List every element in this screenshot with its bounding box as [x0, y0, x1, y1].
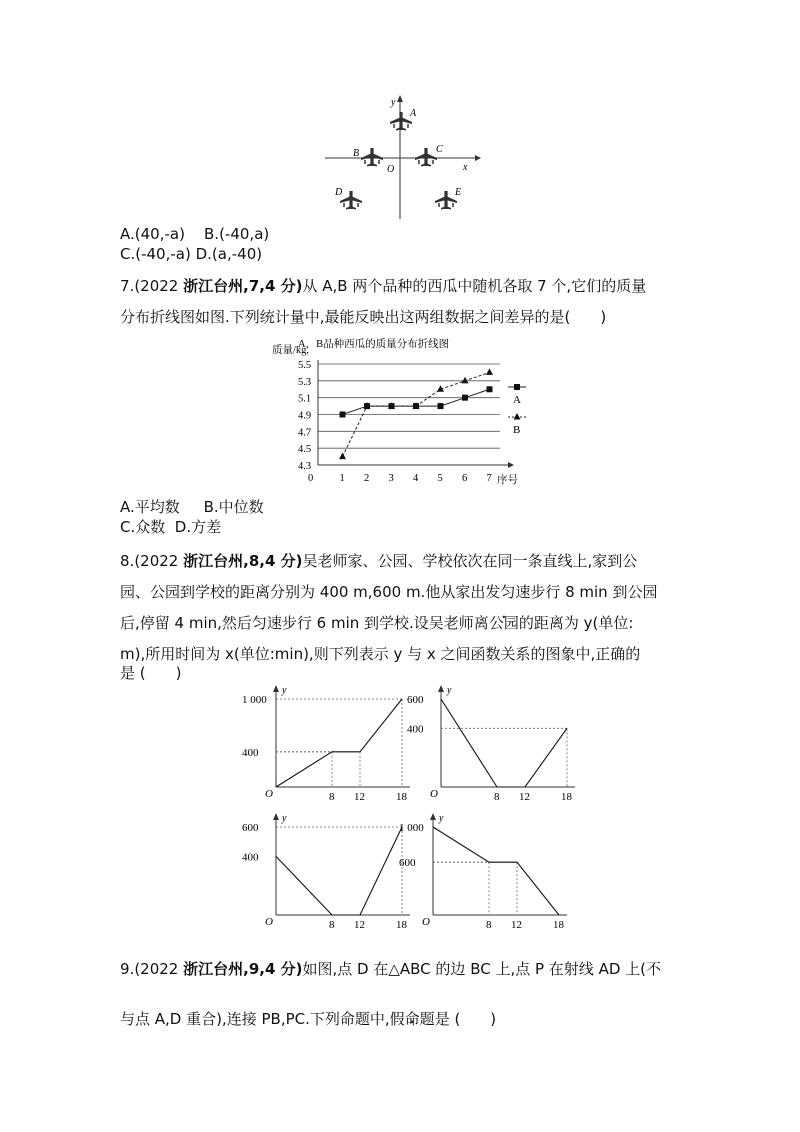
y-tick-label: 5.3 — [298, 376, 312, 388]
q9-number: 9. — [120, 960, 135, 978]
x-tick-label: 5 — [437, 473, 443, 484]
q8-line1: 吴老师家、公园、学校依次在同一条直线上,家到公 — [302, 552, 638, 570]
q9-source-tail: ,9,4 分) — [243, 960, 303, 978]
q6-options-row2 — [120, 243, 262, 265]
option-d-graph[interactable] — [397, 808, 567, 933]
y-tick-label: 4.9 — [298, 410, 312, 422]
y-axis-arrow — [438, 685, 444, 692]
y-tick-label: 600 — [407, 694, 424, 706]
x-axis-label: x — [463, 162, 468, 173]
q7-source-tail: ,7,4 分) — [243, 277, 303, 295]
series-A-point — [438, 403, 444, 409]
x-tick-label: 8 — [329, 919, 335, 931]
function-line — [276, 699, 402, 787]
x-tick-label: 8 — [329, 791, 335, 803]
q7-text-line2: 分布折线图如图.下列统计量中,最能反映出这两组数据之间差异的是( ) — [120, 308, 607, 326]
plane-c-label: C — [436, 144, 443, 155]
airplane-d-icon — [340, 191, 362, 210]
y-axis-arrow — [273, 813, 279, 820]
origin-label: O — [422, 916, 430, 928]
x-tick-label: 6 — [462, 473, 468, 484]
q6-option-b[interactable]: B.(-40,a) — [204, 225, 270, 243]
q6-options-row1 — [120, 223, 269, 245]
y-tick-label: 4.7 — [298, 427, 312, 439]
q9-line2c: 是 ( ) — [434, 1010, 497, 1028]
emphasis-park: 公园 — [488, 614, 519, 632]
origin-label: O — [265, 788, 273, 800]
x-tick-label: 12 — [519, 791, 530, 803]
x-tick-label: 18 — [561, 791, 572, 803]
q7-option-a[interactable]: A.平均数 — [120, 498, 180, 516]
x-tick-label: 12 — [354, 919, 365, 931]
plane-a-label: A — [410, 108, 417, 119]
legend-marker — [514, 384, 520, 390]
y-tick-label: 400 — [242, 851, 259, 864]
q6-option-d[interactable]: D.(a,-40) — [195, 245, 263, 263]
y-tick-label: 400 — [242, 746, 259, 759]
series-B-point — [339, 453, 346, 460]
origin-label: O — [430, 788, 438, 800]
y-axis-label: y — [282, 813, 287, 824]
y-tick-label: 400 — [407, 723, 424, 736]
airplane-e-icon — [435, 191, 457, 210]
q7-options-row1 — [120, 496, 264, 518]
q9-source-region: 浙江台州 — [183, 960, 244, 978]
q8-line3a: 后,停留 4 min,然后匀速步行 6 min 到学校.设吴老师离 — [120, 614, 489, 632]
x-tick-label: 8 — [494, 791, 500, 803]
q7-source-region: 浙江台州 — [183, 277, 244, 295]
plane-e-label: E — [455, 187, 462, 198]
q9-source: (2022 — [134, 960, 179, 978]
q8-stem — [120, 546, 700, 682]
q9-line1: 如图,点 D 在△ABC 的边 BC 上,点 P 在射线 AD 上(不 — [302, 960, 662, 978]
legend-label: B — [513, 424, 521, 436]
x-axis-label: 序号 — [497, 475, 518, 486]
series-A-point — [462, 395, 468, 401]
q9-line2a: 与点 A,D 重合),连接 PB,PC.下列命题中, — [120, 1010, 390, 1028]
q7-stem — [120, 271, 690, 333]
x-tick-label: 18 — [553, 919, 564, 931]
y-axis-arrow — [273, 685, 279, 692]
airplane-b-icon — [361, 148, 383, 167]
q7-options-row2 — [120, 516, 221, 538]
y-axis-label: y — [282, 685, 287, 696]
y-tick-label: 5.1 — [298, 393, 312, 405]
q8-line3c: 的距离为 y(单位: — [518, 614, 634, 632]
airplane-coordinate-figure — [315, 92, 490, 222]
x-tick-label: 8 — [486, 919, 492, 931]
x-tick-label: 12 — [511, 919, 522, 931]
function-line — [441, 699, 567, 787]
y-axis-label: y — [447, 685, 452, 696]
function-line — [433, 827, 559, 915]
option-b-graph[interactable] — [405, 680, 575, 805]
q6-option-c[interactable]: C.(-40,-a) — [120, 245, 191, 263]
legend-label: A — [513, 394, 521, 406]
origin-label: O — [387, 164, 395, 175]
airplane-a-icon — [390, 112, 412, 131]
x-tick-label: 2 — [364, 473, 370, 484]
x-tick-label: 4 — [413, 473, 419, 484]
x-tick-label: 18 — [396, 919, 407, 931]
origin-label: O — [265, 916, 273, 928]
series-B-point — [486, 368, 493, 375]
y-tick-label: 5.5 — [298, 360, 312, 371]
x-tick-label: 3 — [388, 473, 394, 484]
q7-number: 7. — [120, 277, 135, 295]
y-axis-label: 质量/kg, — [272, 345, 310, 356]
emphasis-false-proposition: • 假命题 — [390, 1010, 435, 1028]
plane-b-label: B — [353, 148, 360, 159]
q8-line2: 园、公园到学校的距离分别为 400 m,600 m.他从家出发匀速步行 8 min 到公园 — [120, 583, 658, 601]
x-tick-label: 18 — [396, 791, 407, 803]
q9-stem — [120, 944, 700, 1044]
q8-number: 8. — [120, 552, 135, 570]
airplane-c-icon — [415, 148, 437, 167]
y-tick-label: 4.5 — [298, 444, 312, 456]
q7-option-b[interactable]: B.中位数 — [203, 498, 264, 516]
plane-d-label: D — [335, 187, 343, 198]
series-B-point — [462, 377, 469, 384]
q7-option-c[interactable]: C.众数 — [120, 518, 166, 536]
y-axis-label: y — [439, 813, 444, 824]
x-axis-arrow — [508, 462, 514, 468]
series-A-point — [340, 412, 346, 418]
y-tick-label: 600 — [242, 822, 259, 834]
q7-text-line1: 从 A,B 两个品种的西瓜中随机各取 7 个,它们的质量 — [302, 277, 647, 295]
q8-line4: m),所用时间为 x(单位:min),则下列表示 y 与 x 之间函数关系的图象中,正确的 — [120, 645, 641, 663]
x-tick-label: 0 — [308, 473, 314, 484]
watermelon-mass-line-chart — [270, 336, 540, 496]
y-tick-label: 600 — [399, 857, 416, 870]
q8-line5: 是 ( ) — [120, 664, 182, 682]
q7-option-d[interactable]: D.方差 — [174, 518, 222, 536]
q6-option-a[interactable]: A.(40,-a) — [120, 225, 185, 243]
y-tick-label: 1 000 — [242, 694, 267, 706]
x-tick-label: 1 — [339, 473, 345, 484]
y-tick-label: 4.3 — [298, 461, 312, 472]
legend-marker — [514, 413, 521, 420]
x-tick-label: 12 — [354, 791, 365, 803]
option-c-graph[interactable] — [240, 808, 410, 933]
y-tick-label: 1 000 — [399, 822, 424, 834]
q8-source: (2022 — [134, 552, 179, 570]
q8-source-region: 浙江台州 — [183, 552, 244, 570]
series-A-point — [487, 386, 493, 392]
y-axis-label: y — [391, 97, 396, 108]
y-axis-arrow — [430, 813, 436, 820]
q8-source-tail: ,8,4 分) — [243, 552, 303, 570]
option-a-graph[interactable] — [240, 680, 410, 805]
chart-title: A，B品种西瓜的质量分布折线图 — [298, 339, 450, 350]
function-line — [276, 827, 402, 915]
x-tick-label: 7 — [486, 473, 492, 484]
q7-source: (2022 — [134, 277, 179, 295]
